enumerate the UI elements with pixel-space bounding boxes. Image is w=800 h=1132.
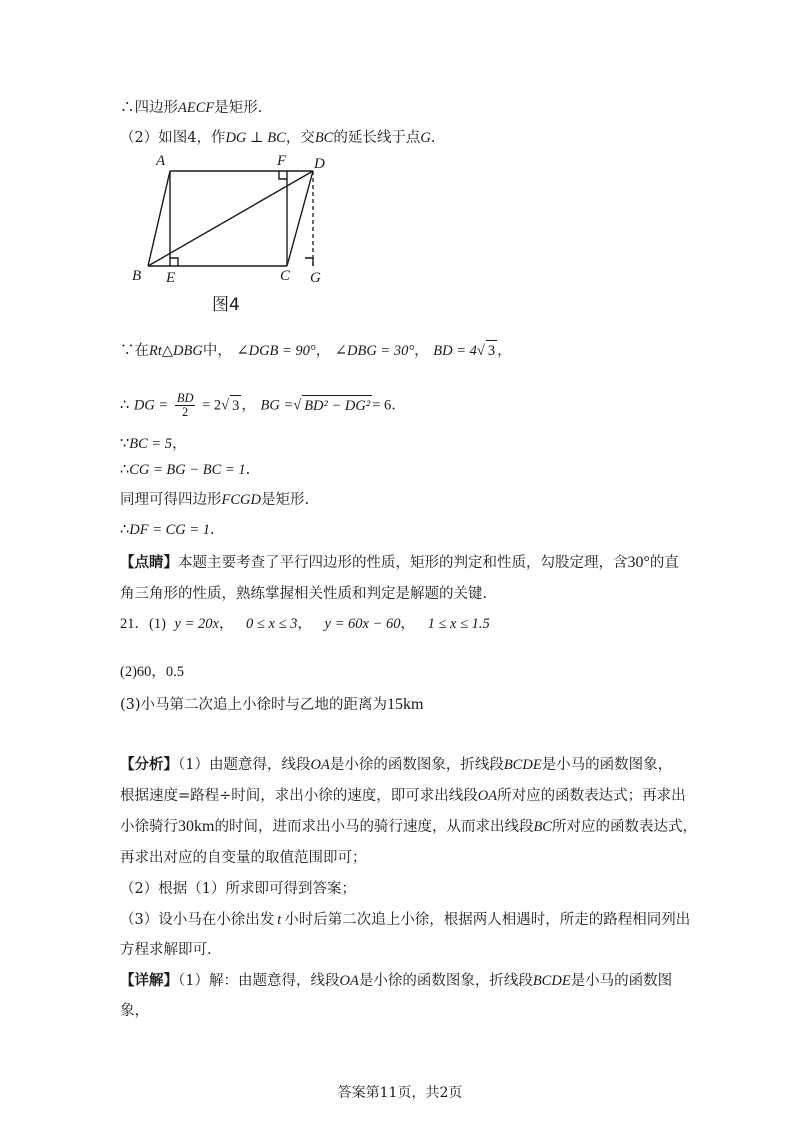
label-e: E (166, 270, 176, 286)
conclusion-fcgd-rectangle: 同理可得四边形FCGD是矩形. (120, 492, 310, 508)
analysis-line5: （2）根据（1）所求即可得到答案； (120, 881, 356, 897)
page-footer: 答案第11页，共2页 (337, 1085, 463, 1101)
label-b: B (132, 268, 142, 284)
right-angle-e (170, 258, 178, 266)
analysis-line1: 【分析】（1）由题意得，线段OA是小徐的函数图象，折线段BCDE是小马的函数图象， (120, 756, 673, 773)
label-d: D (314, 156, 325, 172)
shape-aecf: AECF (178, 100, 215, 116)
compute-dg-bg: ∴ DG = $\frac{BD}{2}$ = 2√ 3 ， BG =√ BD² − DG² = 6. (120, 391, 396, 419)
label-g: G (310, 270, 321, 286)
detail-line2: 象， (120, 1003, 149, 1019)
analysis-line2: 根据速度=路程÷时间，求出小徐的速度，即可求出线段OA所对应的函数表达式；再求出 (120, 788, 686, 804)
compute-df: ∴DF = CG = 1. (120, 522, 215, 538)
diagonal-bd (148, 171, 313, 266)
fraction-bd-over-2: $\frac{BD}{2}$ (176, 391, 194, 419)
part2-construction: （2）如图4，作DG ⊥ BC，交BC的延长线于点G. (120, 130, 436, 146)
analysis-line6: （3）设小马在小徐出发 t 小时后第二次追上小徐，根据两人相遇时，所走的路程相同列出 (120, 912, 691, 928)
label-f: F (277, 153, 287, 169)
analysis-line4: 再求出对应的自变量的取值范围即可； (120, 850, 367, 866)
review-note-line2: 角三角形的性质，熟练掌握相关性质和判定是解题的关键. (120, 586, 488, 602)
given-bc: ∵BC = 5， (120, 436, 187, 452)
q21-answer-1: 21．(1) y = 20x， 0 ≤ x ≤ 3， y = 60x − 60， 1 ≤ x ≤ 1.5 (120, 616, 490, 632)
detail-line1: 【详解】（1）解：由题意得，线段OA是小徐的函数图象，折线段BCDE是小马的函数图 (120, 972, 673, 989)
label-c: C (280, 268, 291, 284)
segment-cd (287, 171, 313, 266)
conclusion-aecf-rectangle: ∴四边形AECF是矩形. (120, 100, 263, 116)
given-right-triangle: ∵在Rt△DBG中， ∠DGB = 90°， ∠DBG = 30°， BD = 4√ 3 ， (120, 340, 512, 361)
geometry-figure-4 (120, 150, 360, 320)
label-a: A (156, 153, 166, 169)
q21-answer-3: (3)小马第二次追上小徐时与乙地的距离为15km (120, 696, 424, 713)
q21-answer-2: (2)60，0.5 (120, 664, 185, 680)
review-note-line1: 【点睛】本题主要考查了平行四边形的性质，矩形的判定和性质，勾股定理，含30°的直 (120, 554, 679, 571)
segment-ab (148, 171, 170, 266)
figure-caption: 图4 (212, 295, 240, 315)
right-angle-g (305, 258, 313, 266)
right-angle-f (279, 171, 287, 179)
analysis-line7: 方程求解即可. (120, 942, 212, 958)
analysis-line3: 小徐骑行30km的时间，进而求出小马的骑行速度，从而求出线段BC所对应的函数表达式， (120, 818, 697, 835)
compute-cg: ∴CG = BG − BC = 1. (120, 462, 251, 478)
